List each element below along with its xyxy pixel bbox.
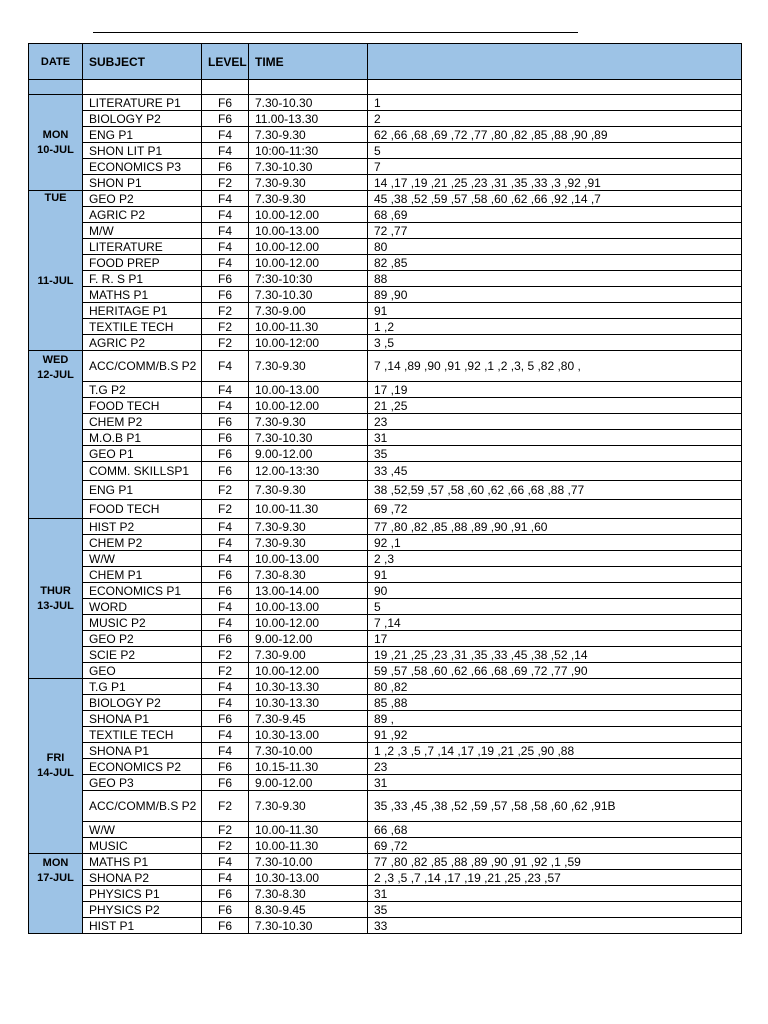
table-row xyxy=(29,414,742,430)
header-row xyxy=(29,44,742,80)
table-row xyxy=(29,886,742,902)
papers-cell: 23 xyxy=(368,759,742,775)
table-row xyxy=(29,143,742,159)
table-row xyxy=(29,567,742,583)
blank-cell xyxy=(249,80,368,95)
subject-cell: GEO xyxy=(83,663,202,679)
table-row xyxy=(29,382,742,398)
table-row xyxy=(29,918,742,934)
papers-cell: 17 xyxy=(368,631,742,647)
level-cell: F6 xyxy=(202,271,249,287)
subject-cell: W/W xyxy=(83,822,202,838)
subject-cell: ACC/COMM/B.S P2 xyxy=(83,351,202,382)
blank-cell xyxy=(83,80,202,95)
level-cell: F4 xyxy=(202,695,249,711)
subject-cell: BIOLOGY P2 xyxy=(83,695,202,711)
subject-cell: ACC/COMM/B.S P2 xyxy=(83,791,202,822)
subject-cell: GEO P3 xyxy=(83,775,202,791)
time-cell: 7.30-9.45 xyxy=(249,711,368,727)
papers-cell: 3 ,5 xyxy=(368,335,742,351)
papers-cell: 1 xyxy=(368,95,742,111)
time-cell: 10.00-12:00 xyxy=(249,335,368,351)
level-cell: F2 xyxy=(202,647,249,663)
papers-cell: 77 ,80 ,82 ,85 ,88 ,89 ,90 ,91 ,60 xyxy=(368,519,742,535)
table-row xyxy=(29,271,742,287)
table-row xyxy=(29,287,742,303)
table-row xyxy=(29,854,742,870)
table-row xyxy=(29,430,742,446)
day-cell xyxy=(29,854,83,934)
papers-cell: 23 xyxy=(368,414,742,430)
day-name: MON xyxy=(42,857,69,869)
table-row xyxy=(29,223,742,239)
papers-cell: 2 xyxy=(368,111,742,127)
level-cell: F4 xyxy=(202,191,249,207)
column-header-papers xyxy=(368,44,742,80)
subject-cell: ENG P1 xyxy=(83,481,202,500)
level-cell: F6 xyxy=(202,111,249,127)
subject-cell: HIST P1 xyxy=(83,918,202,934)
table-row xyxy=(29,351,742,382)
papers-cell: 89 ,90 xyxy=(368,287,742,303)
level-cell: F4 xyxy=(202,854,249,870)
table-row xyxy=(29,838,742,854)
subject-cell: W/W xyxy=(83,551,202,567)
subject-cell: T.G P1 xyxy=(83,679,202,695)
papers-cell: 66 ,68 xyxy=(368,822,742,838)
table-row xyxy=(29,519,742,535)
level-cell: F6 xyxy=(202,759,249,775)
subject-cell: T.G P2 xyxy=(83,382,202,398)
papers-cell: 21 ,25 xyxy=(368,398,742,414)
papers-cell: 90 xyxy=(368,583,742,599)
day-date: 14-JUL xyxy=(37,767,74,779)
subject-cell: CHEM P2 xyxy=(83,535,202,551)
table-row xyxy=(29,551,742,567)
subject-cell: MUSIC xyxy=(83,838,202,854)
level-cell: F2 xyxy=(202,175,249,191)
subject-cell: CHEM P1 xyxy=(83,567,202,583)
level-cell: F4 xyxy=(202,351,249,382)
table-row xyxy=(29,481,742,500)
time-cell: 10.30-13.00 xyxy=(249,870,368,886)
time-cell: 10.00-12.00 xyxy=(249,398,368,414)
level-cell: F2 xyxy=(202,791,249,822)
day-name: FRI xyxy=(46,752,65,764)
level-cell: F6 xyxy=(202,159,249,175)
papers-cell: 35 xyxy=(368,902,742,918)
table-row xyxy=(29,111,742,127)
papers-cell: 33 ,45 xyxy=(368,462,742,481)
papers-cell: 35 xyxy=(368,446,742,462)
subject-cell: AGRIC P2 xyxy=(83,207,202,223)
table-row xyxy=(29,319,742,335)
time-cell: 7.30-9.30 xyxy=(249,535,368,551)
column-header-subject: SUBJECT xyxy=(83,44,202,80)
table-row xyxy=(29,743,742,759)
papers-cell: 82 ,85 xyxy=(368,255,742,271)
papers-cell: 1 ,2 xyxy=(368,319,742,335)
subject-cell: PHYSICS P2 xyxy=(83,902,202,918)
table-row xyxy=(29,791,742,822)
subject-cell: ECONOMICS P3 xyxy=(83,159,202,175)
papers-cell: 91 xyxy=(368,567,742,583)
table-row xyxy=(29,599,742,615)
level-cell: F4 xyxy=(202,679,249,695)
subject-cell: COMM. SKILLSP1 xyxy=(83,462,202,481)
papers-cell: 59 ,57 ,58 ,60 ,62 ,66 ,68 ,69 ,72 ,77 ,90 xyxy=(368,663,742,679)
papers-cell: 35 ,33 ,45 ,38 ,52 ,59 ,57 ,58 ,58 ,60 ,62 ,91B xyxy=(368,791,742,822)
day-cell xyxy=(29,191,83,351)
time-cell: 7.30-9.30 xyxy=(249,414,368,430)
time-cell: 7.30-9.30 xyxy=(249,127,368,143)
papers-cell: 31 xyxy=(368,886,742,902)
subject-cell: SHONA P1 xyxy=(83,711,202,727)
level-cell: F4 xyxy=(202,615,249,631)
time-cell: 10.00-12.00 xyxy=(249,207,368,223)
level-cell: F2 xyxy=(202,663,249,679)
subject-cell: WORD xyxy=(83,599,202,615)
level-cell: F4 xyxy=(202,535,249,551)
level-cell: F6 xyxy=(202,583,249,599)
subject-cell: PHYSICS P1 xyxy=(83,886,202,902)
table-row xyxy=(29,870,742,886)
level-cell: F6 xyxy=(202,462,249,481)
time-cell: 8.30-9.45 xyxy=(249,902,368,918)
papers-cell: 7 xyxy=(368,159,742,175)
level-cell: F4 xyxy=(202,382,249,398)
level-cell: F4 xyxy=(202,551,249,567)
level-cell: F4 xyxy=(202,743,249,759)
day-name: THUR xyxy=(40,584,71,597)
papers-cell: 2 ,3 ,5 ,7 ,14 ,17 ,19 ,21 ,25 ,23 ,57 xyxy=(368,870,742,886)
table-row xyxy=(29,759,742,775)
papers-cell: 89 , xyxy=(368,711,742,727)
level-cell: F4 xyxy=(202,599,249,615)
level-cell: F6 xyxy=(202,918,249,934)
subject-cell: HERITAGE P1 xyxy=(83,303,202,319)
level-cell: F6 xyxy=(202,775,249,791)
time-cell: 7.30-9.00 xyxy=(249,303,368,319)
table-row xyxy=(29,500,742,519)
level-cell: F2 xyxy=(202,335,249,351)
papers-cell: 33 xyxy=(368,918,742,934)
table-row xyxy=(29,663,742,679)
table-row xyxy=(29,615,742,631)
subject-cell: M/W xyxy=(83,223,202,239)
time-cell: 7.30-9.30 xyxy=(249,191,368,207)
subject-cell: FOOD PREP xyxy=(83,255,202,271)
level-cell: F4 xyxy=(202,223,249,239)
subject-cell: LITERATURE xyxy=(83,239,202,255)
time-cell: 7.30-10.30 xyxy=(249,287,368,303)
time-cell: 10.00-11.30 xyxy=(249,500,368,519)
blank-cell xyxy=(202,80,249,95)
time-cell: 9.00-12.00 xyxy=(249,446,368,462)
day-cell xyxy=(29,679,83,854)
time-cell: 10.00-12.00 xyxy=(249,615,368,631)
day-cell xyxy=(29,95,83,191)
time-cell: 9.00-12.00 xyxy=(249,775,368,791)
subject-cell: ENG P1 xyxy=(83,127,202,143)
day-name: WED xyxy=(42,354,69,366)
time-cell: 7.30-10.00 xyxy=(249,743,368,759)
time-cell: 10.00-13.00 xyxy=(249,599,368,615)
table-row xyxy=(29,647,742,663)
subject-cell: ECONOMICS P2 xyxy=(83,759,202,775)
level-cell: F2 xyxy=(202,500,249,519)
papers-cell: 17 ,19 xyxy=(368,382,742,398)
subject-cell: GEO P1 xyxy=(83,446,202,462)
level-cell: F6 xyxy=(202,631,249,647)
level-cell: F4 xyxy=(202,207,249,223)
subject-cell: SHONA P2 xyxy=(83,870,202,886)
level-cell: F6 xyxy=(202,711,249,727)
level-cell: F6 xyxy=(202,886,249,902)
level-cell: F4 xyxy=(202,239,249,255)
time-cell: 7.30-10.00 xyxy=(249,854,368,870)
papers-cell: 5 xyxy=(368,143,742,159)
table-row xyxy=(29,175,742,191)
level-cell: F4 xyxy=(202,519,249,535)
time-cell: 10.00-13.00 xyxy=(249,551,368,567)
subject-cell: LITERATURE P1 xyxy=(83,95,202,111)
blank-row xyxy=(29,80,742,95)
time-cell: 7.30-10.30 xyxy=(249,95,368,111)
papers-cell: 69 ,72 xyxy=(368,838,742,854)
level-cell: F6 xyxy=(202,430,249,446)
papers-cell: 7 ,14 ,89 ,90 ,91 ,92 ,1 ,2 ,3, 5 ,82 ,80 , xyxy=(368,351,742,382)
time-cell: 10.00-11.30 xyxy=(249,838,368,854)
column-header-time: TIME xyxy=(249,44,368,80)
papers-cell: 77 ,80 ,82 ,85 ,88 ,89 ,90 ,91 ,92 ,1 ,59 xyxy=(368,854,742,870)
table-row xyxy=(29,446,742,462)
table-row xyxy=(29,127,742,143)
subject-cell: HIST P2 xyxy=(83,519,202,535)
day-cell xyxy=(29,351,83,519)
day-date: 12-JUL xyxy=(37,369,74,381)
papers-cell: 91 xyxy=(368,303,742,319)
subject-cell: SHONA P1 xyxy=(83,743,202,759)
time-cell: 7:30-10:30 xyxy=(249,271,368,287)
level-cell: F4 xyxy=(202,727,249,743)
subject-cell: F. R. S P1 xyxy=(83,271,202,287)
subject-cell: ECONOMICS P1 xyxy=(83,583,202,599)
level-cell: F4 xyxy=(202,255,249,271)
time-cell: 10.00-12.00 xyxy=(249,663,368,679)
table-row xyxy=(29,255,742,271)
time-cell: 10:00-11:30 xyxy=(249,143,368,159)
papers-cell: 1 ,2 ,3 ,5 ,7 ,14 ,17 ,19 ,21 ,25 ,90 ,88 xyxy=(368,743,742,759)
papers-cell: 2 ,3 xyxy=(368,551,742,567)
time-cell: 10.00-12.00 xyxy=(249,239,368,255)
time-cell: 10.00-11.30 xyxy=(249,822,368,838)
level-cell: F2 xyxy=(202,303,249,319)
papers-cell: 88 xyxy=(368,271,742,287)
papers-cell: 38 ,52,59 ,57 ,58 ,60 ,62 ,66 ,68 ,88 ,77 xyxy=(368,481,742,500)
time-cell: 10.15-11.30 xyxy=(249,759,368,775)
table-row xyxy=(29,695,742,711)
papers-cell: 62 ,66 ,68 ,69 ,72 ,77 ,80 ,82 ,85 ,88 ,90 ,89 xyxy=(368,127,742,143)
papers-cell: 80 xyxy=(368,239,742,255)
papers-cell: 31 xyxy=(368,430,742,446)
time-cell: 10.30-13.30 xyxy=(249,679,368,695)
subject-cell: AGRIC P2 xyxy=(83,335,202,351)
header-rule xyxy=(93,32,578,33)
time-cell: 7.30-9.30 xyxy=(249,519,368,535)
papers-cell: 72 ,77 xyxy=(368,223,742,239)
level-cell: F2 xyxy=(202,838,249,854)
subject-cell: FOOD TECH xyxy=(83,398,202,414)
papers-cell: 5 xyxy=(368,599,742,615)
level-cell: F4 xyxy=(202,143,249,159)
level-cell: F6 xyxy=(202,95,249,111)
table-row xyxy=(29,775,742,791)
subject-cell: M.O.B P1 xyxy=(83,430,202,446)
exam-timetable xyxy=(28,43,742,934)
blank-cell xyxy=(368,80,742,95)
day-name: TUE xyxy=(44,192,67,204)
table-row xyxy=(29,95,742,111)
day-date: 10-JUL xyxy=(37,143,74,156)
time-cell: 7.30-9.30 xyxy=(249,175,368,191)
level-cell: F4 xyxy=(202,870,249,886)
subject-cell: TEXTILE TECH xyxy=(83,319,202,335)
time-cell: 7.30-9.30 xyxy=(249,481,368,500)
time-cell: 13.00-14.00 xyxy=(249,583,368,599)
subject-cell: GEO P2 xyxy=(83,631,202,647)
column-header-date: DATE xyxy=(29,44,83,80)
papers-cell: 85 ,88 xyxy=(368,695,742,711)
blank-cell xyxy=(29,80,83,95)
time-cell: 10.00-13.00 xyxy=(249,382,368,398)
day-date: 17-JUL xyxy=(37,872,74,884)
papers-cell: 91 ,92 xyxy=(368,727,742,743)
table-row xyxy=(29,191,742,207)
time-cell: 7.30-9.30 xyxy=(249,351,368,382)
papers-cell: 45 ,38 ,52 ,59 ,57 ,58 ,60 ,62 ,66 ,92 ,14 ,7 xyxy=(368,191,742,207)
table-row xyxy=(29,583,742,599)
papers-cell: 19 ,21 ,25 ,23 ,31 ,35 ,33 ,45 ,38 ,52 ,14 xyxy=(368,647,742,663)
time-cell: 7.30-9.00 xyxy=(249,647,368,663)
time-cell: 9.00-12.00 xyxy=(249,631,368,647)
time-cell: 10.00-11.30 xyxy=(249,319,368,335)
table-row xyxy=(29,902,742,918)
subject-cell: GEO P2 xyxy=(83,191,202,207)
subject-cell: MATHS P1 xyxy=(83,854,202,870)
papers-cell: 31 xyxy=(368,775,742,791)
papers-cell: 68 ,69 xyxy=(368,207,742,223)
level-cell: F6 xyxy=(202,567,249,583)
day-cell xyxy=(29,519,83,679)
time-cell: 10.00-12.00 xyxy=(249,255,368,271)
table-row xyxy=(29,711,742,727)
table-row xyxy=(29,335,742,351)
papers-cell: 7 ,14 xyxy=(368,615,742,631)
level-cell: F2 xyxy=(202,481,249,500)
time-cell: 7.30-9.30 xyxy=(249,791,368,822)
table-row xyxy=(29,207,742,223)
level-cell: F6 xyxy=(202,414,249,430)
table-row xyxy=(29,631,742,647)
table-row xyxy=(29,159,742,175)
day-date: 11-JUL xyxy=(37,275,74,287)
time-cell: 7.30-10.30 xyxy=(249,430,368,446)
papers-cell: 69 ,72 xyxy=(368,500,742,519)
time-cell: 7.30-8.30 xyxy=(249,567,368,583)
subject-cell: CHEM P2 xyxy=(83,414,202,430)
table-row xyxy=(29,679,742,695)
time-cell: 10.00-13.00 xyxy=(249,223,368,239)
table-row xyxy=(29,398,742,414)
column-header-level: LEVEL xyxy=(202,44,249,80)
time-cell: 10.30-13.00 xyxy=(249,727,368,743)
table-row xyxy=(29,462,742,481)
time-cell: 7.30-8.30 xyxy=(249,886,368,902)
subject-cell: MUSIC P2 xyxy=(83,615,202,631)
papers-cell: 80 ,82 xyxy=(368,679,742,695)
table-row xyxy=(29,303,742,319)
level-cell: F6 xyxy=(202,287,249,303)
level-cell: F4 xyxy=(202,398,249,414)
day-date: 13-JUL xyxy=(37,599,74,612)
time-cell: 7.30-10.30 xyxy=(249,159,368,175)
subject-cell: SCIE P2 xyxy=(83,647,202,663)
level-cell: F2 xyxy=(202,319,249,335)
papers-cell: 14 ,17 ,19 ,21 ,25 ,23 ,31 ,35 ,33 ,3 ,92 ,91 xyxy=(368,175,742,191)
papers-cell: 92 ,1 xyxy=(368,535,742,551)
time-cell: 10.30-13.30 xyxy=(249,695,368,711)
subject-cell: BIOLOGY P2 xyxy=(83,111,202,127)
table-row xyxy=(29,727,742,743)
level-cell: F6 xyxy=(202,902,249,918)
subject-cell: SHON LIT P1 xyxy=(83,143,202,159)
day-name: MON xyxy=(42,128,69,141)
level-cell: F2 xyxy=(202,822,249,838)
time-cell: 11.00-13.30 xyxy=(249,111,368,127)
table-row xyxy=(29,535,742,551)
level-cell: F4 xyxy=(202,127,249,143)
subject-cell: FOOD TECH xyxy=(83,500,202,519)
level-cell: F6 xyxy=(202,446,249,462)
subject-cell: TEXTILE TECH xyxy=(83,727,202,743)
table-row xyxy=(29,239,742,255)
time-cell: 7.30-10.30 xyxy=(249,918,368,934)
table-row xyxy=(29,822,742,838)
time-cell: 12.00-13:30 xyxy=(249,462,368,481)
subject-cell: SHON P1 xyxy=(83,175,202,191)
subject-cell: MATHS P1 xyxy=(83,287,202,303)
